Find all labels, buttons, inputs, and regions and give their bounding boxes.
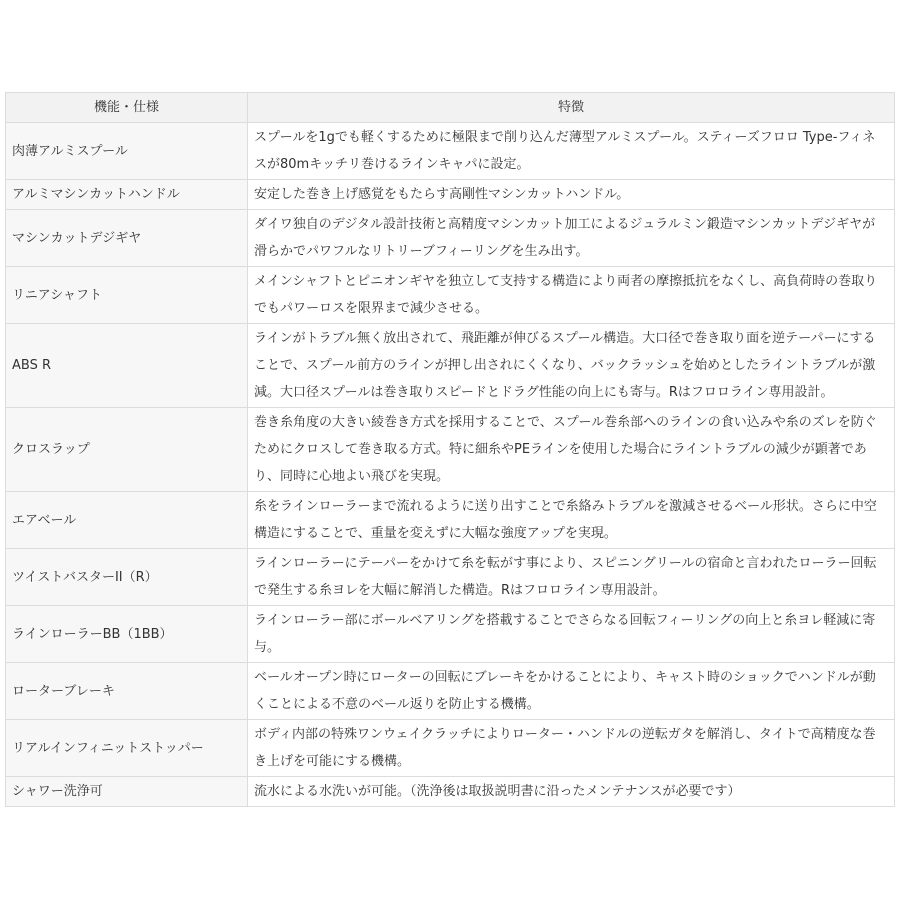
feature-name-cell: ラインローラーBB（1BB） <box>6 606 248 663</box>
feature-name-cell: エアベール <box>6 492 248 549</box>
feature-name-cell: シャワー洗浄可 <box>6 777 248 807</box>
table-row <box>6 210 895 267</box>
feature-desc-cell: ダイワ独自のデジタル設計技術と高精度マシンカット加工によるジュラルミン鍛造マシンカットデジギヤが滑らかでパワフルなリトリーブフィーリングを生み出す。 <box>248 210 895 267</box>
table-row <box>6 606 895 663</box>
table-row <box>6 777 895 807</box>
feature-desc-cell: ベールオープン時にローターの回転にブレーキをかけることにより、キャスト時のショックでハンドルが動くことによる不意のベール返りを防止する機構。 <box>248 663 895 720</box>
feature-name-cell: マシンカットデジギヤ <box>6 210 248 267</box>
feature-name-cell: ツイストバスターII（R） <box>6 549 248 606</box>
table-row <box>6 492 895 549</box>
table-row <box>6 663 895 720</box>
feature-name-cell: ABS R <box>6 324 248 408</box>
feature-name-cell: クロスラップ <box>6 408 248 492</box>
feature-name-cell: リニアシャフト <box>6 267 248 324</box>
feature-desc-cell: 流水による水洗いが可能。（洗浄後は取扱説明書に沿ったメンテナンスが必要です） <box>248 777 895 807</box>
feature-desc-cell: ラインローラーにテーパーをかけて糸を転がす事により、スピニングリールの宿命と言われたローラー回転で発生する糸ヨレを大幅に解消した構造。Rはフロロライン専用設計。 <box>248 549 895 606</box>
feature-name-cell: ローターブレーキ <box>6 663 248 720</box>
table-row <box>6 720 895 777</box>
table-row <box>6 267 895 324</box>
feature-name-cell: アルミマシンカットハンドル <box>6 180 248 210</box>
feature-spec-table <box>5 92 895 807</box>
feature-desc-cell: メインシャフトとピニオンギヤを独立して支持する構造により両者の摩擦抵抗をなくし、高負荷時の巻取りでもパワーロスを限界まで減少させる。 <box>248 267 895 324</box>
table-header-row <box>6 93 895 123</box>
feature-desc-cell: 安定した巻き上げ感覚をもたらす高剛性マシンカットハンドル。 <box>248 180 895 210</box>
table-row <box>6 324 895 408</box>
feature-desc-cell: スプールを1gでも軽くするために極限まで削り込んだ薄型アルミスプール。スティーズフロロ Type-フィネスが80mキッチリ巻けるラインキャパに設定。 <box>248 123 895 180</box>
feature-name-cell: 肉薄アルミスプール <box>6 123 248 180</box>
feature-desc-cell: ラインがトラブル無く放出されて、飛距離が伸びるスプール構造。大口径で巻き取り面を逆テーパーにすることで、スプール前方のラインが押し出されにくくなり、バックラッシュを始めとしたライントラブルが激減。大口径スプールは巻き取りスピードとドラグ性能の向上にも寄与。Rはフロロライン専用設計。 <box>248 324 895 408</box>
table-row <box>6 180 895 210</box>
table-row <box>6 408 895 492</box>
table-row <box>6 123 895 180</box>
header-feature-spec: 機能・仕様 <box>6 93 248 123</box>
feature-desc-cell: 糸をラインローラーまで流れるように送り出すことで糸絡みトラブルを激減させるベール形状。さらに中空構造にすることで、重量を変えずに大幅な強度アップを実現。 <box>248 492 895 549</box>
feature-desc-cell: 巻き糸角度の大きい綾巻き方式を採用することで、スプール巻糸部へのラインの食い込みや糸のズレを防ぐためにクロスして巻き取る方式。特に細糸やPEラインを使用した場合にライントラブルの減少が顕著であり、同時に心地よい飛びを実現。 <box>248 408 895 492</box>
feature-desc-cell: ボディ内部の特殊ワンウェイクラッチによりローター・ハンドルの逆転ガタを解消し、タイトで高精度な巻き上げを可能にする機構。 <box>248 720 895 777</box>
feature-name-cell: リアルインフィニットストッパー <box>6 720 248 777</box>
table-row <box>6 549 895 606</box>
feature-desc-cell: ラインローラー部にボールベアリングを搭載することでさらなる回転フィーリングの向上と糸ヨレ軽減に寄与。 <box>248 606 895 663</box>
header-characteristics: 特徴 <box>248 93 895 123</box>
